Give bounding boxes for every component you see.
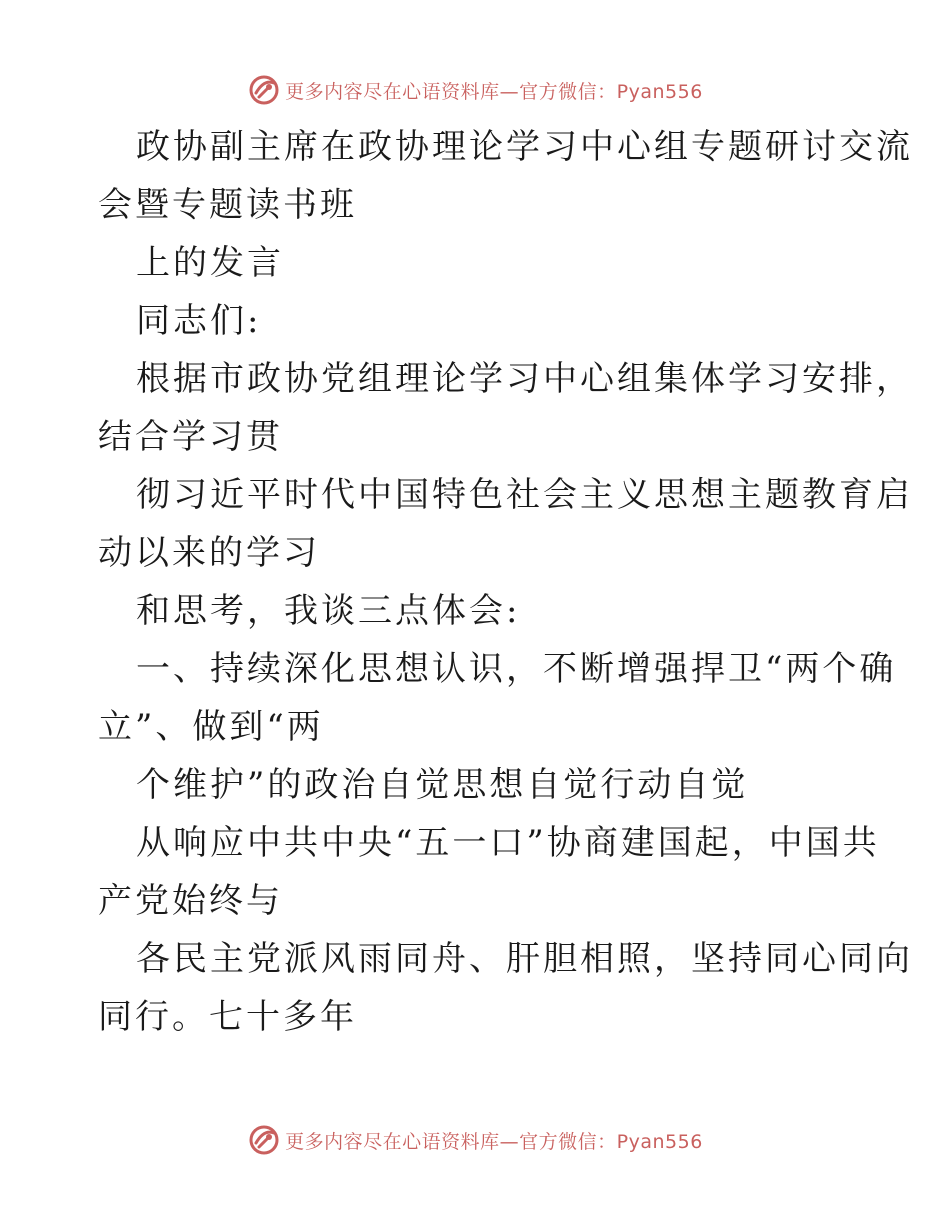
watermark-text: 更多内容尽在心语资料库—官方微信：Pyan556 — [285, 1130, 703, 1153]
watermark-text: 更多内容尽在心语资料库—官方微信：Pyan556 — [285, 80, 703, 103]
logo-icon — [247, 1123, 281, 1157]
text-line: 个维护”的政治自觉思想自觉行动自觉 — [136, 765, 749, 805]
text-line: 会暨专题读书班 — [98, 185, 357, 225]
text-line: 同志们: — [136, 301, 262, 341]
text-line: 各民主党派风雨同舟、肝胆相照，坚持同心同向 — [136, 939, 913, 979]
header-watermark — [0, 70, 950, 110]
footer-watermark — [0, 1120, 950, 1160]
text-line: 一、持续深化思想认识，不断增强捍卫“两个确 — [136, 649, 897, 689]
text-line: 和思考，我谈三点体会: — [136, 591, 521, 631]
text-line: 政协副主席在政协理论学习中心组专题研讨交流 — [136, 127, 913, 167]
text-line: 结合学习贯 — [98, 417, 283, 457]
text-line: 从响应中共中央“五一口”协商建国起，中国共 — [136, 823, 880, 863]
text-line: 立”、做到“两 — [98, 707, 324, 747]
text-line: 同行。七十多年 — [98, 997, 357, 1037]
text-line: 根据市政协党组理论学习中心组集体学习安排， — [136, 359, 913, 399]
document-body — [98, 118, 913, 1046]
text-line: 上的发言 — [136, 243, 284, 283]
text-line: 动以来的学习 — [98, 533, 320, 573]
text-line: 彻习近平时代中国特色社会主义思想主题教育启 — [136, 475, 913, 515]
text-line: 产党始终与 — [98, 881, 283, 921]
logo-icon — [247, 73, 281, 107]
